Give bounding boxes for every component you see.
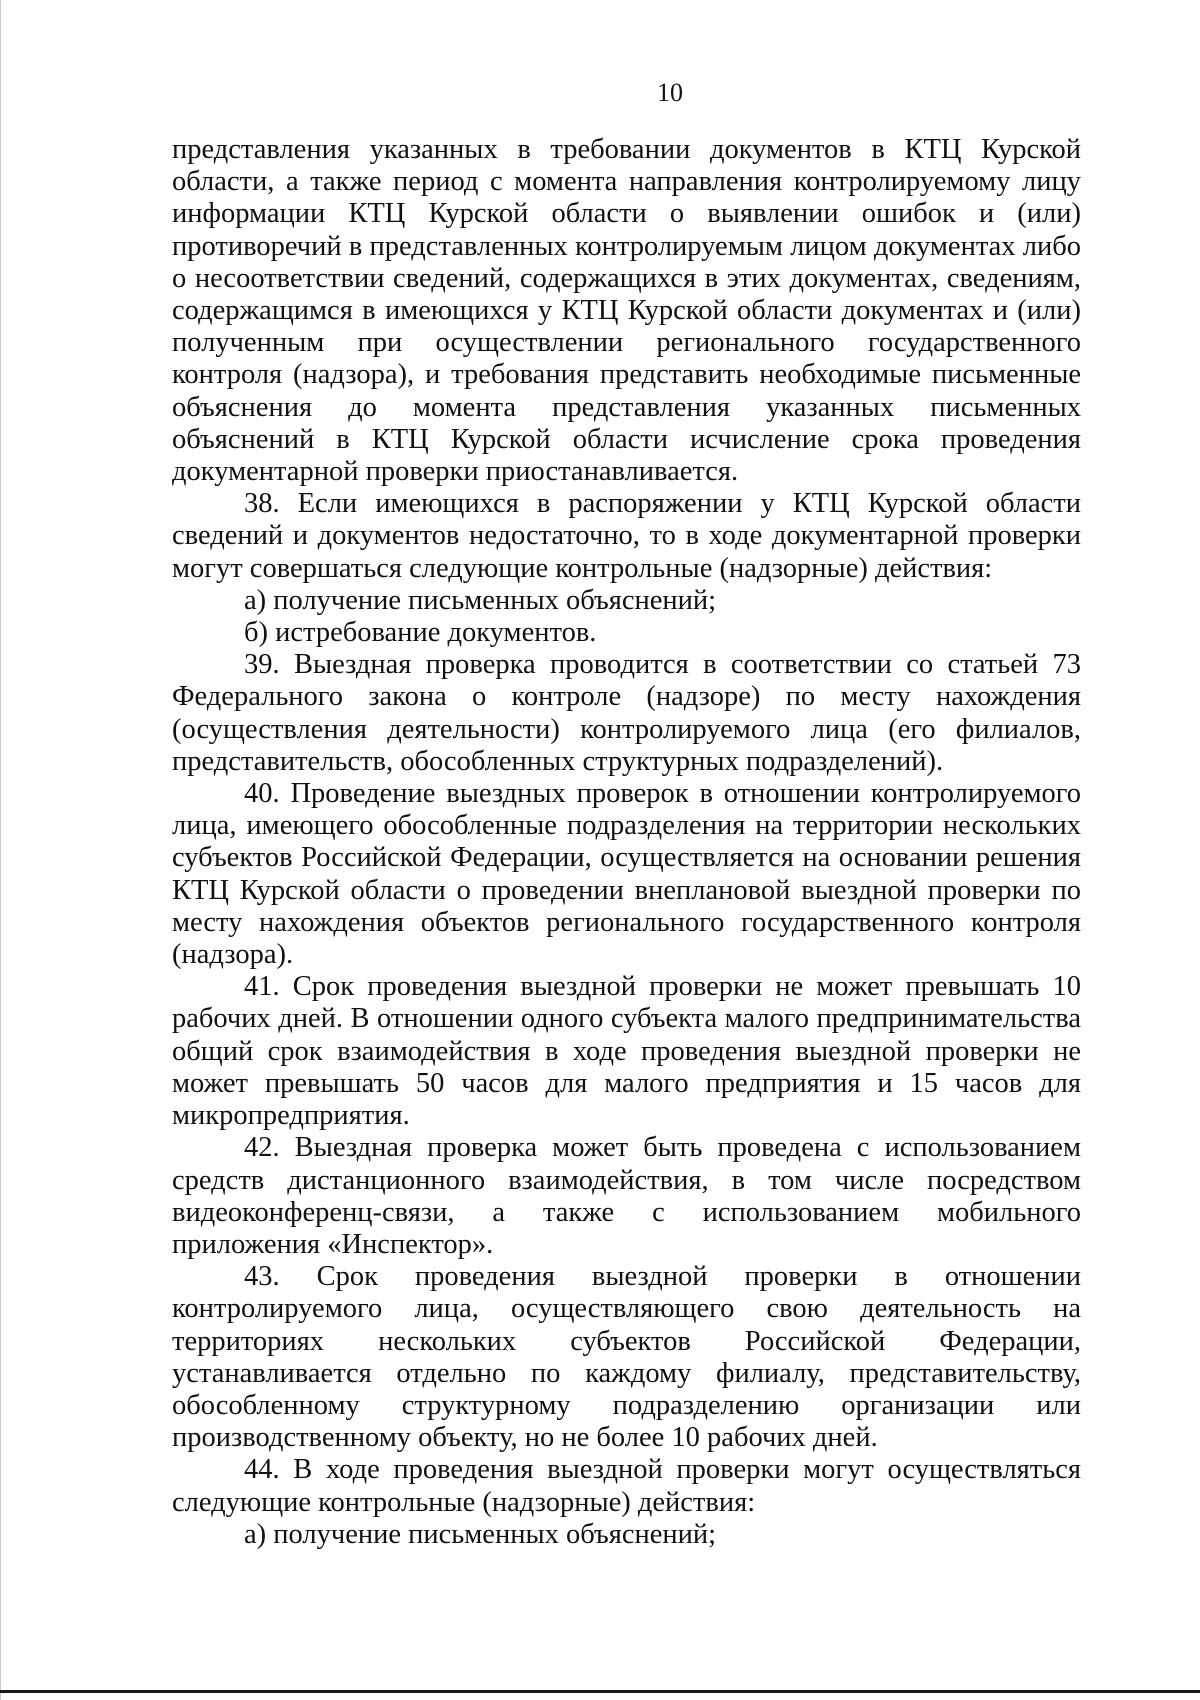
paragraph-continuation: представления указанных в требовании документов в КТЦ Курской области, а также период с момента направления контролируемому лицу информации КТЦ Курской области о выявлении ошибок и (или) противоречий в представленных контролируемым лицом документах либо о несоответствии сведений, содержащихся в этих документах, сведениям, содержащимся в имеющихся у КТЦ Курской области документах и (или) полученным при осуществлении регионального государственного контроля (надзора), и требования представить необходимые письменные объяснения до момента представления указанных письменных объяснений в КТЦ Курской области исчисление срока проведения документарной проверки приостанавливается.	[172, 134, 1081, 488]
paragraph-39: 39. Выездная проверка проводится в соответствии со статьей 73 Федерального закона о контроле (надзоре) по месту нахождения (осуществления деятельности) контролируемого лица (его филиалов, представительств, обособленных структурных подразделений).	[172, 649, 1081, 777]
paragraph-38-item-b: б) истребование документов.	[244, 617, 597, 649]
paragraph-44: 44. В ходе проведения выездной проверки могут осуществляться следующие контрольные (надзорные) действия:	[172, 1454, 1081, 1518]
paragraph-38: 38. Если имеющихся в распоряжении у КТЦ Курской области сведений и документов недостаточно, то в ходе документарной проверки могут совершаться следующие контрольные (надзорные) действия:	[172, 488, 1081, 584]
scan-left-edge	[0, 0, 1, 1700]
page-number: 10	[657, 78, 683, 107]
paragraph-42: 42. Выездная проверка может быть проведена с использованием средств дистанционного взаимодействия, в том числе посредством видеоконференц-связи, а также с использованием мобильного приложения «Инспектор».	[172, 1132, 1081, 1260]
paragraph-43: 43. Срок проведения выездной проверки в отношении контролируемого лица, осуществляющего свою деятельность на территориях нескольких субъектов Российской Федерации, устанавливается отдельно по каждому филиалу, представительству, обособленному структурному подразделению организации или производственному объекту, но не более 10 рабочих дней.	[172, 1261, 1081, 1454]
paragraph-38-item-a: а) получение письменных объяснений;	[244, 584, 717, 616]
paragraph-44-item-a: а) получение письменных объяснений;	[244, 1518, 717, 1550]
paragraph-41: 41. Срок проведения выездной проверки не может превышать 10 рабочих дней. В отношении одного субъекта малого предпринимательства общий срок взаимодействия в ходе проведения выездной проверки не может превышать 50 часов для малого предприятия и 15 часов для микропредприятия.	[172, 971, 1081, 1132]
scan-bottom-edge	[0, 1690, 1200, 1693]
document-body	[172, 134, 1081, 1551]
paragraph-40: 40. Проведение выездных проверок в отношении контролируемого лица, имеющего обособленные подразделения на территории нескольких субъектов Российской Федерации, осуществляется на основании решения КТЦ Курской области о проведении внеплановой выездной проверки по месту нахождения объектов регионального государственного контроля (надзора).	[172, 778, 1081, 971]
